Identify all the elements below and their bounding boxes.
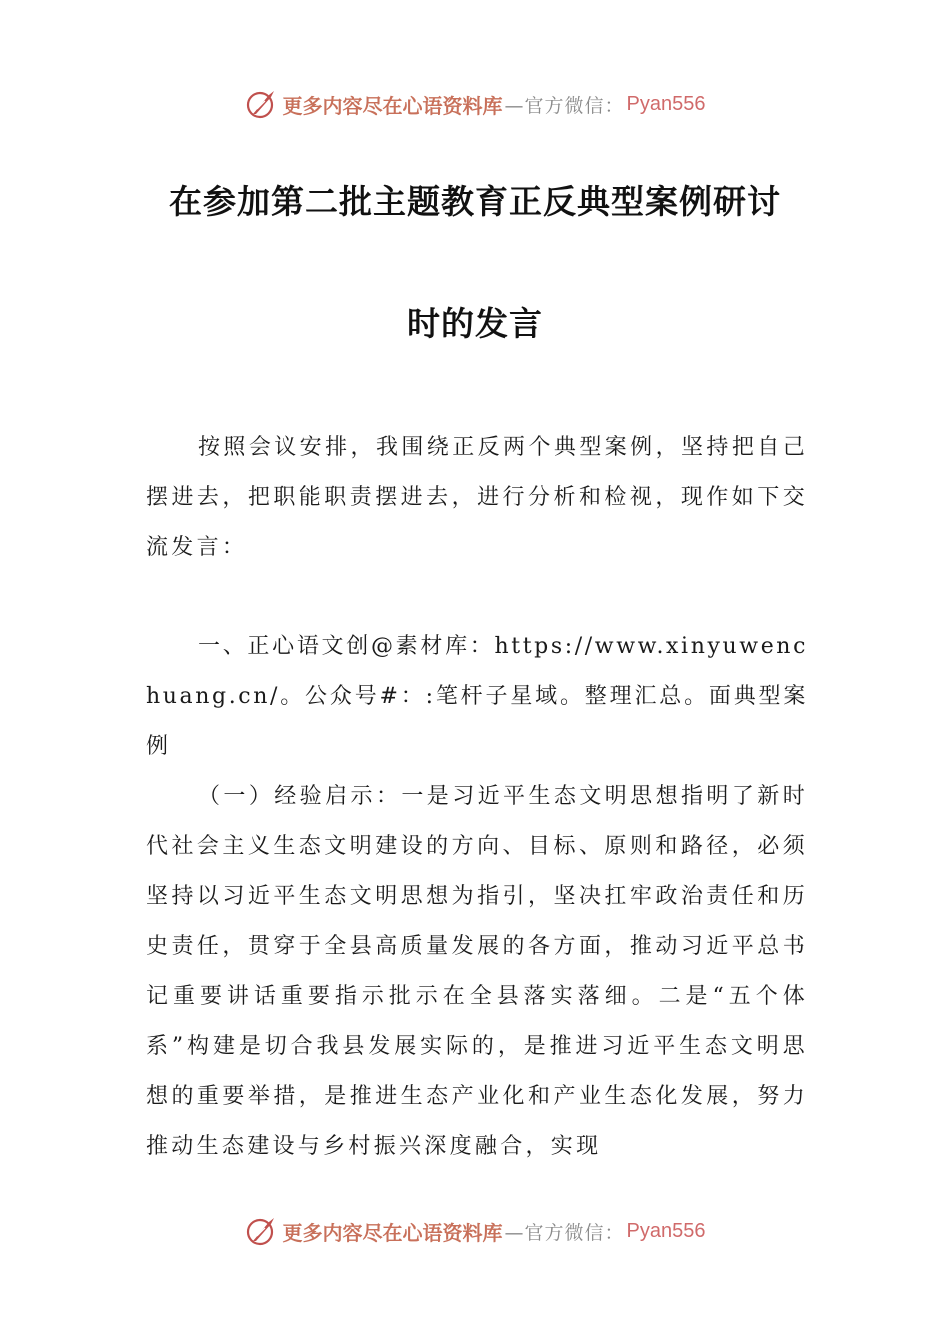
banner-separator-text: —官方微信： <box>504 1221 625 1244</box>
quill-logo-icon <box>245 87 279 121</box>
banner-wechat-id: Pyan556 <box>626 1219 706 1242</box>
footer-banner <box>0 1211 950 1251</box>
paragraph-intro: 按照会议安排，我围绕正反两个典型案例，坚持把自己摆进去，把职能职责摆进去，进行分析和检视，现作如下交流发言： <box>146 435 808 560</box>
banner-separator-text: —官方微信： <box>504 94 625 117</box>
paragraph-section-heading: 一、正心语文创@素材库：https://www.xinyuwenchuang.cn/。公众号#：:笔杆子星域。整理汇总。面典型案例 <box>146 634 808 759</box>
document-title-line1: 在参加第二批主题教育正反典型案例研讨 <box>169 182 781 221</box>
header-banner <box>0 84 950 124</box>
paragraph-experience: （一）经验启示：一是习近平生态文明思想指明了新时代社会主义生态文明建设的方向、目标、原则和路径，必须坚持以习近平生态文明思想为指引，坚决扛牢政治责任和历史责任，贯穿于全县高质量发展的各方面，推动习近平总书记重要讲话重要指示批示在全县落实落细。二是“五个体系”构建是切合我县发展实际的，是推进习近平生态文明思想的重要举措，是推进生态产业化和产业生态化发展，努力推动生态建设与乡村振兴深度融合，实现 <box>146 784 808 1159</box>
quill-logo-icon <box>245 1214 279 1248</box>
banner-wechat-id: Pyan556 <box>626 92 706 115</box>
banner-brand-text: 更多内容尽在心语资料库 <box>282 1220 503 1245</box>
banner-brand-text: 更多内容尽在心语资料库 <box>282 93 503 118</box>
document-title-line2: 时的发言 <box>407 304 543 343</box>
